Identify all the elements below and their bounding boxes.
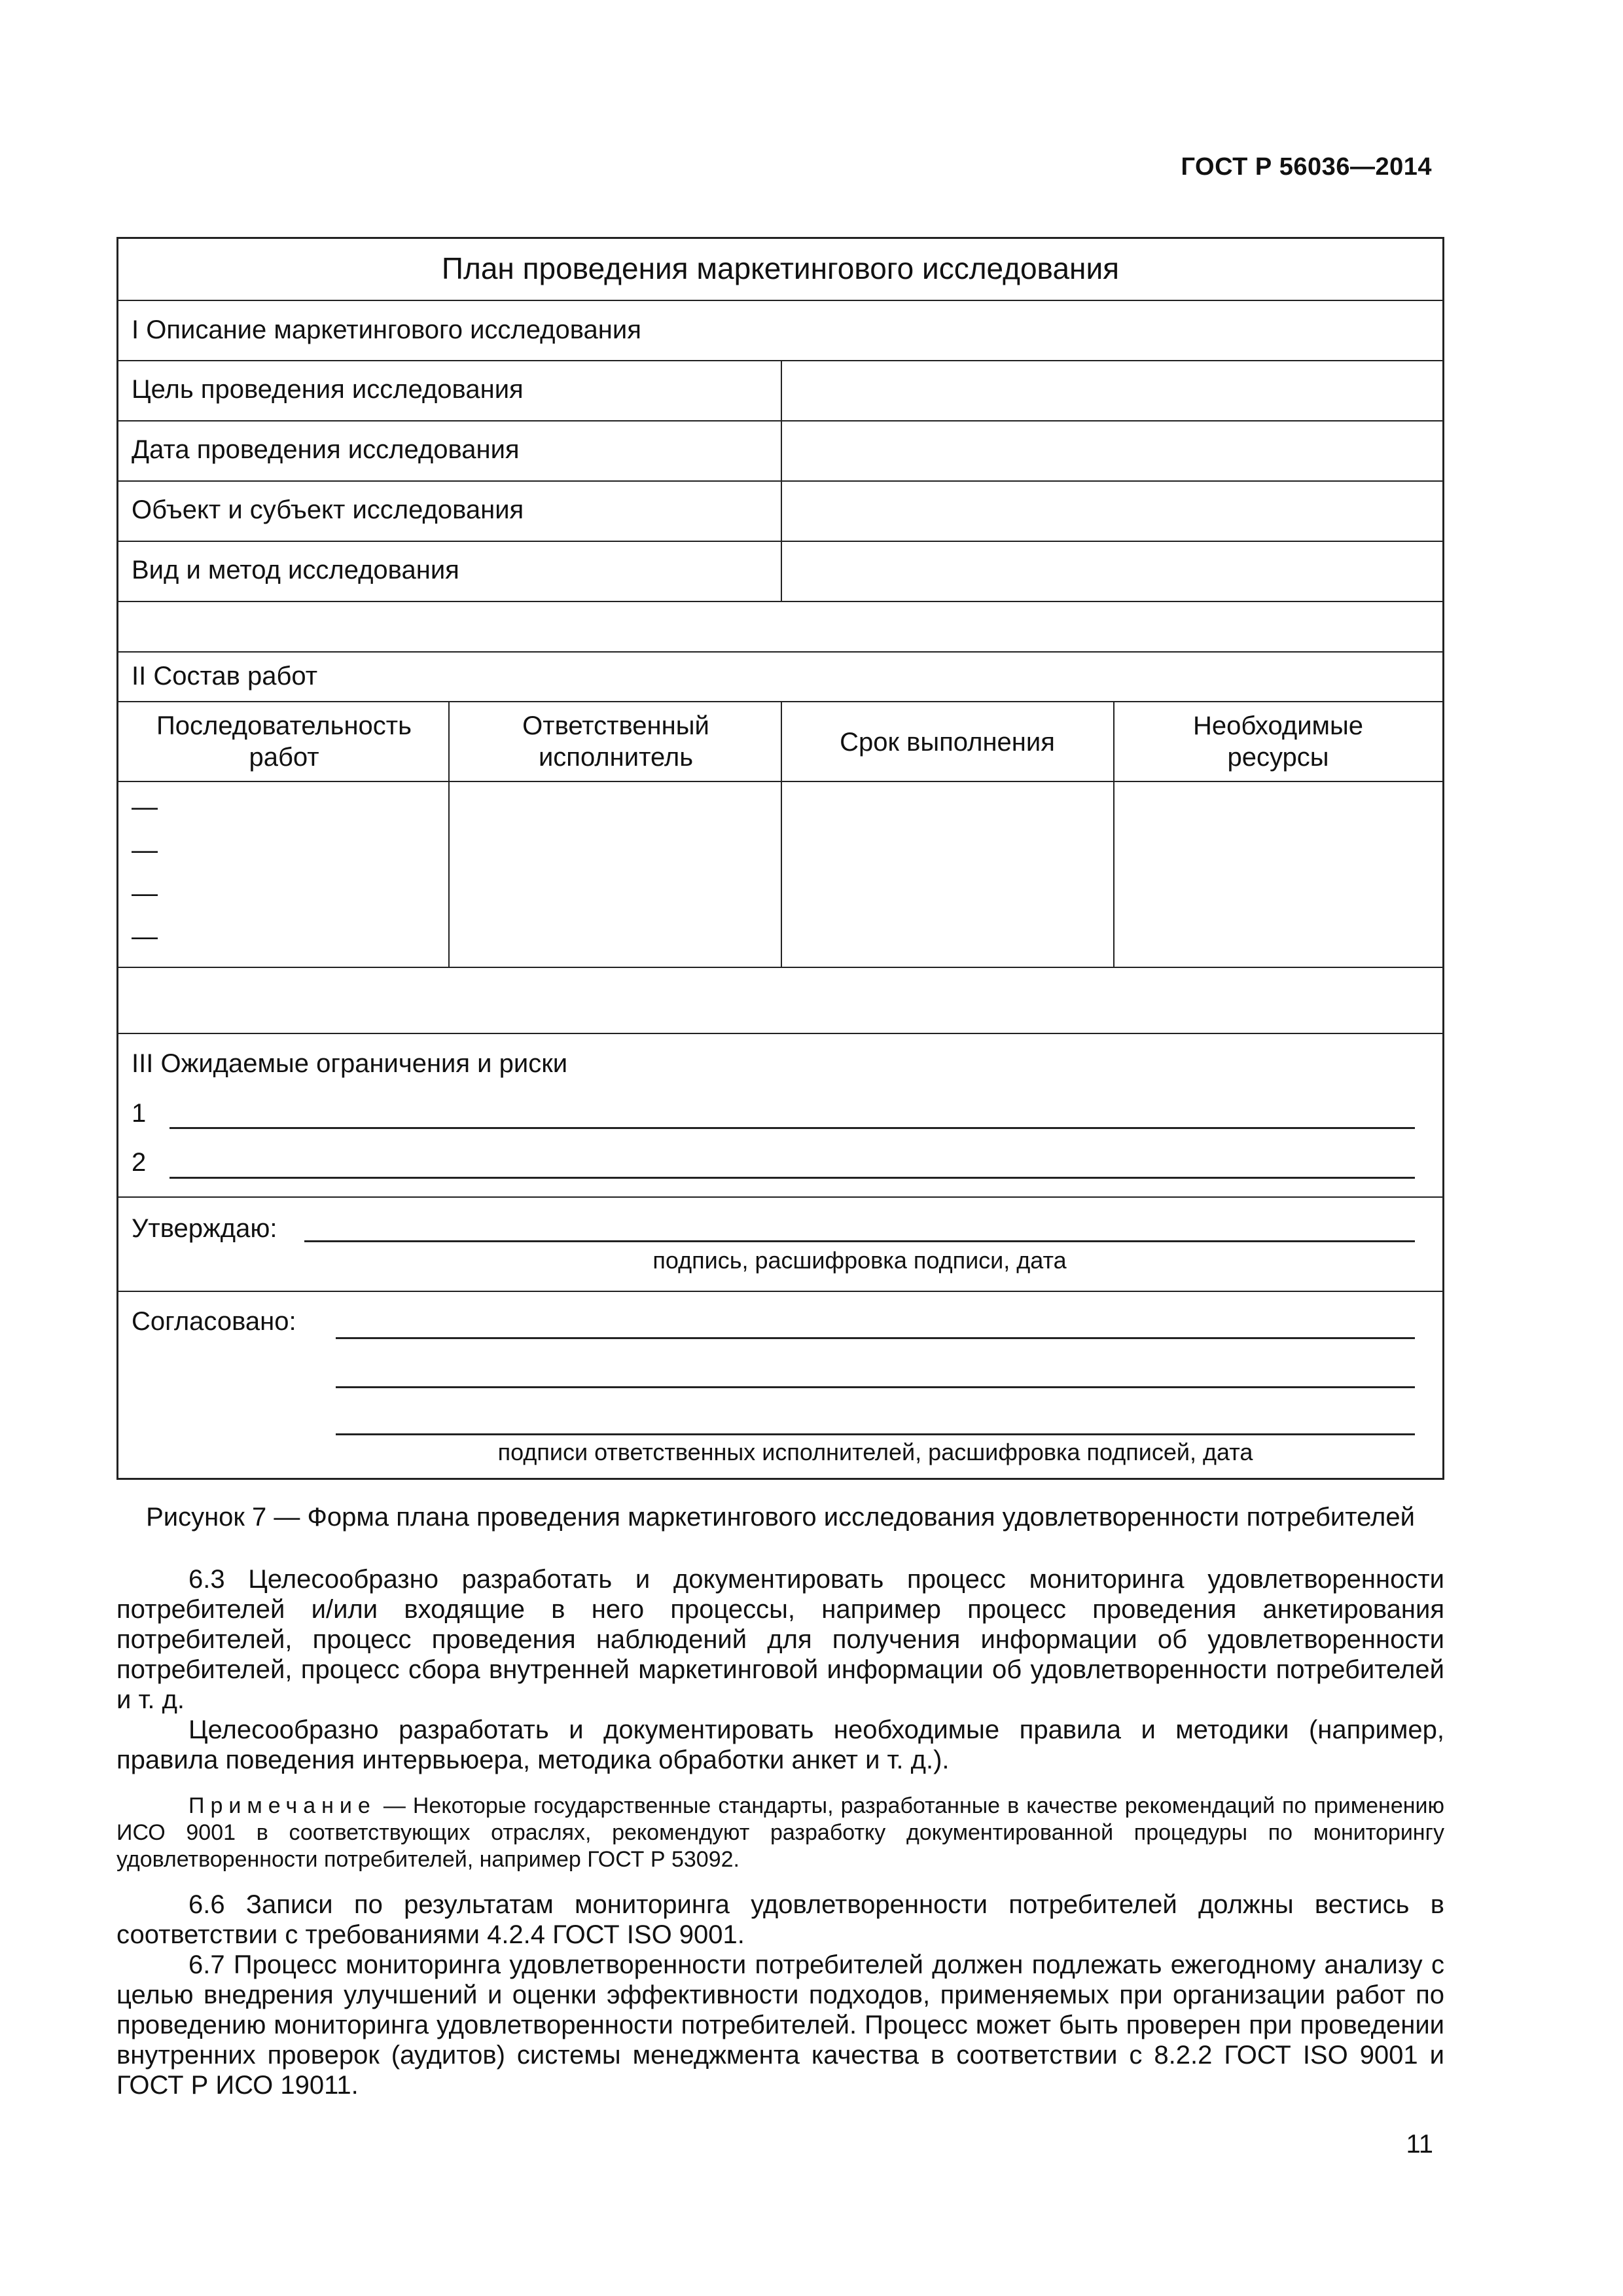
agreed-label: Согласовано: (132, 1307, 296, 1336)
risk-item-1-number: 1 (132, 1099, 147, 1128)
note (116, 1793, 1444, 1873)
approve-signature-line (304, 1240, 1415, 1242)
paragraph-6-3 (116, 1564, 1444, 1775)
paragraph-6-3-methods: Целесообразно разработать и документировать необходимые правила и методики (например, правила поведения интервьюера, методика обработки анкет и т. д.). (116, 1715, 1444, 1774)
document-code: ГОСТ Р 56036—2014 (1181, 153, 1432, 181)
section1-heading: I Описание маркетингового исследования (132, 315, 641, 344)
row-object-label: Объект и субъект исследования (132, 495, 524, 524)
paragraph-6-6-text: 6.6 Записи по результатам мониторинга удовлетворенности потребителей должны вестись в соответствии с требованиями 4.2.4 ГОСТ ISO 9001. (116, 1890, 1444, 1949)
form-title: План проведения маркетингового исследования (441, 251, 1120, 285)
column-header-resources: Необходимые ресурсы (1192, 711, 1364, 772)
row-goal-label: Цель проведения исследования (132, 375, 524, 404)
section2-heading: II Состав работ (132, 662, 318, 691)
approve-label: Утверждаю: (132, 1214, 277, 1243)
work-dash-4: — (132, 922, 158, 951)
work-dash-3: — (132, 879, 158, 908)
figure-caption: Рисунок 7 — Форма плана проведения маркетингового исследования удовлетворенности потребителей (146, 1503, 1415, 1532)
risk-item-2-number: 2 (132, 1148, 147, 1177)
paragraph-6-7-text: 6.7 Процесс мониторинга удовлетворенности потребителей должен подлежать ежегодному анализу с целью внедрения улучшений и оценки эффективности подходов, применяемых при организации работ по проведению мониторинга удовлетворенности потребителей. Процесс может быть проверен при проведении внутренних проверок (аудитов) системы менеджмента качества в соответствии с 8.2.2 ГОСТ ISO 9001 и ГОСТ Р ИСО 19011. (116, 1950, 1444, 2100)
approve-hint: подпись, расшифровка подписи, дата (652, 1247, 1067, 1274)
agreed-line-2 (336, 1386, 1415, 1388)
note-text: — Некоторые государственные стандарты, разработанные в качестве рекомендаций по применению ИСО 9001 в соответствующих отраслях, рекомендуют разработку документированной процедуры по мониторингу удовлетворенности потребителей, например ГОСТ Р 53092. (116, 1793, 1444, 1872)
marketing-research-plan-form (116, 237, 1444, 1480)
work-dash-2: — (132, 836, 158, 865)
column-header-deadline: Срок выполнения (840, 728, 1055, 757)
column-header-sequence: Последовательность работ (156, 711, 412, 772)
work-dash-1: — (132, 793, 158, 821)
page-number: 11 (1406, 2130, 1433, 2159)
agreed-line-3 (336, 1433, 1415, 1435)
agreed-hint: подписи ответственных исполнителей, расшифровка подписей, дата (497, 1439, 1253, 1465)
agreed-line-1 (336, 1337, 1415, 1339)
risk-item-1-line (169, 1127, 1415, 1129)
risk-item-2-line (169, 1177, 1415, 1179)
row-method-label: Вид и метод исследования (132, 556, 459, 584)
paragraph-6-6 (116, 1890, 1444, 2100)
note-label: Примечание (188, 1793, 376, 1818)
column-header-responsible: Ответственный исполнитель (522, 711, 709, 772)
row-date-label: Дата проведения исследования (132, 435, 520, 464)
paragraph-6-3-text: 6.3 Целесообразно разработать и документировать процесс мониторинга удовлетворенности потребителей и/или входящие в него процессы, например процесс проведения анкетирования потребителей, процесс проведения наблюдений для получения информации об удовлетворенности потребителей, процесс сбора внутренней маркетинговой информации об удовлетворенности потребителей и т. д. (116, 1565, 1444, 1714)
section3-heading: III Ожидаемые ограничения и риски (132, 1049, 568, 1078)
